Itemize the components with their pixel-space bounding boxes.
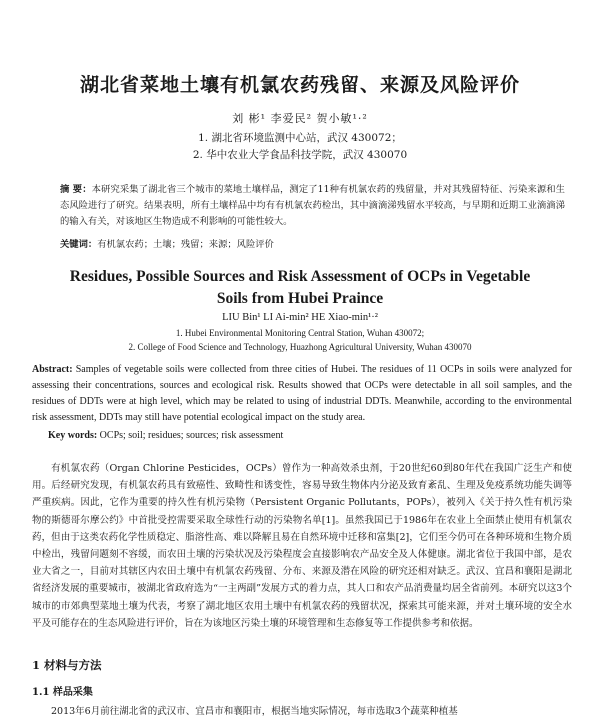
authors-cn: 刘 彬¹ 李爱民² 贺小敏¹·² [232,112,368,125]
affiliation-en-1: 1. Hubei Environmental Monitoring Central Station, Wuhan 430072; [175,328,425,338]
keywords-en-label: Key words: [48,430,98,441]
keywords-cn-label: 关键词： [60,239,98,250]
body-intro-paragraph: 有机氯农药（Organ Chlorine Pesticides，OCPs）曾作为一种高效杀虫剂，于20世纪60到80年代在我国广泛生产和使用。后经研究发现，有机氯农药具有致癌性、致畸性和诱变性，容易导致生物体内分泌及致育紊乱、生理及免疫系统功能失调等严重疾病。因此，它作为重要的持久性有机污染物（Persistent Organic Pollutants，POPs），被列入《关于持久性有机污染物的斯德哥尔摩公约》中首批受控需要采取全球性行动的污染物名单[1]。虽然我国已于1986年在农业上全面禁止使用有机氯农药，但由于这类农药化学性质稳定、脂溶性高、难以降解且易在自然环境中迁移和富集[2]，它们至今仍可在各种环境和生物介质中检出，残留问题刻不容缓，而农田土壤的污染状况及污染程度会直接影响农产品安全及人体健康。湖北省位于我国中部，是农业大省之一，目前对其辖区内农田土壤中有机氯农药残留、分布、来源及潜在风险的研究还相对缺乏。武汉、宜昌和襄阳是湖北省经济发展的重要城市，被湖北省政府选为“一主两副”发展方式的着力点，其人口和农产品消费量均居全省前列。本研究以这3个城市的市郊典型菜地土壤为代表，考察了湖北地区农用土壤中有机氯农药的残留状况，探索其可能来源，并对土壤环境的安全水平及可能存在的生态风险进行评价，旨在为该地区污染土壤的环境管理和生态修复等工作提供参考和依据。 [32,463,572,629]
keywords-en-text: OCPs; soil; residues; sources; risk assessment [99,430,284,441]
body-1-1-paragraph: 2013年6月前往湖北省的武汉市、宜昌市和襄阳市，根据当地实际情况，每市选取3个蔬菜种植基 [51,706,458,717]
keywords-cn-text: 有机氯农药；土壤；残留；来源；风险评价 [97,239,274,250]
title-cn: 湖北省菜地土壤有机氯农药残留、来源及风险评价 [79,74,520,96]
abstract-cn-label: 摘 要： [60,184,92,195]
keywords-cn [60,236,565,250]
section-heading-1-1: 1.1 样品采集 [32,687,93,698]
abstract-cn-text: 本研究采集了湖北省三个城市的菜地土壤样品，测定了11种有机氯农药的残留量，并对其残留特征、污染来源和生态风险进行了研究。结果表明，所有土壤样品中均有有机氯农药检出，其中滴滴涕残留水平较高，与早期和近期工业滴滴涕的输入有关，对该地区生物造成不利影响的可能性较大。 [60,184,565,227]
title-en-line-2: Soils from Hubei Praince [216,290,384,307]
authors-en: LIU Bin¹ LI Ai-min² HE Xiao-min¹·² [222,312,378,323]
abstract-en [32,362,572,426]
affiliation-en-2: 2. College of Food Science and Technology, Huazhong Agricultural University, Wuhan 430070 [128,342,472,352]
affiliation-cn-2: 2. 华中农业大学食品科技学院，武汉 430070 [192,149,408,161]
title-en [0,266,600,310]
affiliation-cn-1: 1. 湖北省环境监测中心站，武汉 430072； [198,132,402,144]
abstract-cn [60,182,565,230]
keywords-en [48,430,568,441]
abstract-en-text: Samples of vegetable soils were collected from three cities of Hubei. The residues of 11 OCPs in soils were analyzed for assessing their concentrations, sources and ecological risk. Results showed that OCPs were detectable in all soil samples, and the residues of DDTs were at high level, which may be related to using of industrial DDTs. Meanwhile, according to the environmental risk assessment, DDTs may still have potential ecological impact on the study area. [32,364,573,423]
section-heading-1: 1 材料与方法 [32,658,102,672]
abstract-en-label: Abstract: [32,364,73,375]
title-en-line-1: Residues, Possible Sources and Risk Assessment of OCPs in Vegetable [69,268,531,285]
